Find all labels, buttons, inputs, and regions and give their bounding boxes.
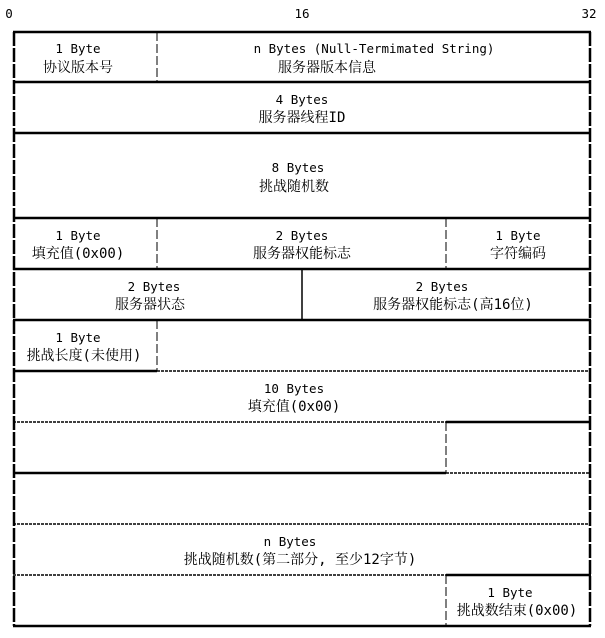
ruler-label-0: 0 — [5, 6, 13, 21]
field-size: 1 Byte — [55, 41, 101, 56]
field-size: 4 Bytes — [275, 92, 329, 107]
field-name: 挑战随机数 — [259, 179, 329, 195]
ruler-label-32: 32 — [581, 6, 597, 21]
field-name: 服务器权能标志(高16位) — [373, 297, 533, 313]
field-server-status — [115, 279, 186, 313]
field-name: 服务器版本信息 — [278, 60, 376, 76]
field-name: 服务器线程ID — [258, 110, 346, 126]
field-name: 挑战长度(未使用) — [26, 348, 142, 364]
ruler-label-16: 16 — [294, 6, 310, 21]
field-size: 1 Byte — [55, 330, 101, 345]
field-size: n Bytes — [263, 534, 317, 549]
field-name: 填充值(0x00) — [31, 246, 125, 262]
field-size: 1 Byte — [55, 228, 101, 243]
field-name: 服务器状态 — [115, 297, 185, 313]
field-name: 填充值(0x00) — [247, 399, 341, 415]
field-size: n Bytes (Null-Termimated String) — [253, 41, 495, 56]
field-name: 字符编码 — [490, 246, 546, 262]
field-scramble-length — [27, 330, 142, 364]
field-size: 2 Bytes — [415, 279, 469, 294]
field-size: 2 Bytes — [127, 279, 181, 294]
field-name: 挑战随机数(第二部分, 至少12字节) — [183, 552, 417, 568]
field-size: 1 Byte — [495, 228, 541, 243]
field-size: 8 Bytes — [271, 160, 325, 175]
field-capabilities-high — [373, 279, 533, 313]
field-thread-id — [259, 92, 346, 126]
field-size: 2 Bytes — [275, 228, 329, 243]
field-filler-2 — [248, 381, 341, 415]
field-size: 1 Byte — [487, 585, 533, 600]
field-name: 服务器权能标志 — [253, 246, 351, 262]
field-protocol-version — [43, 41, 113, 76]
field-size: 10 Bytes — [263, 381, 325, 396]
field-scramble-part1 — [259, 160, 329, 195]
field-capabilities-low — [253, 228, 352, 262]
field-server-version — [254, 41, 495, 76]
field-name: 挑战数结束(0x00) — [456, 603, 578, 619]
field-scramble-part2 — [184, 534, 417, 568]
field-charset — [490, 228, 546, 262]
field-filler-1 — [32, 228, 125, 262]
field-scramble-end — [457, 585, 578, 619]
field-name: 协议版本号 — [43, 60, 113, 76]
